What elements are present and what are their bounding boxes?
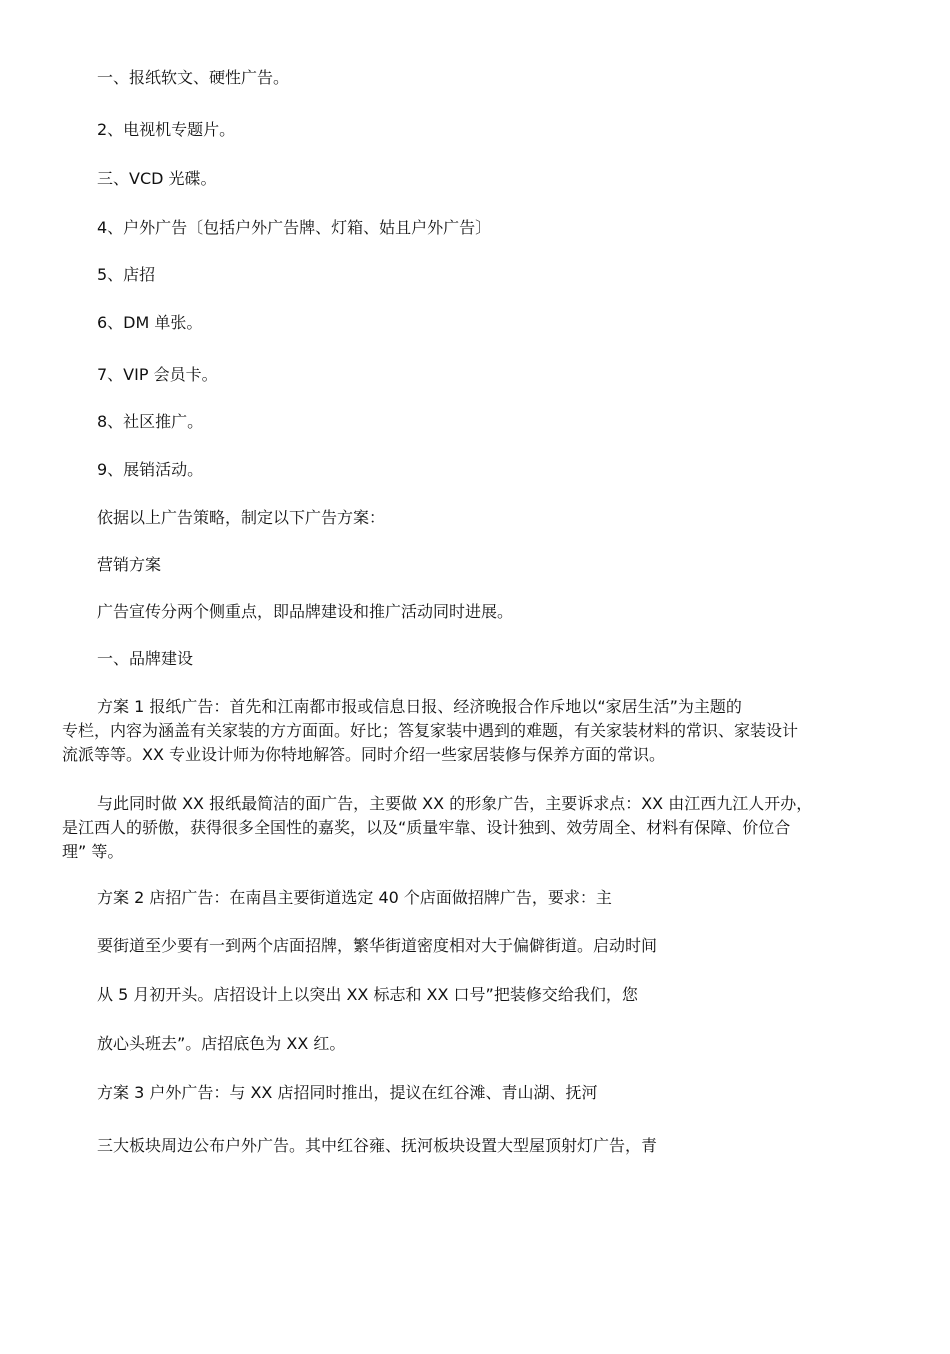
plan1-line-1: 方案 1 报纸广告：首先和江南都市报或信息日报、经济晚报合作斥地以“家居生活”为主题的 [97,697,742,716]
list-item-7: 7、VIP 会员卡。 [97,365,218,384]
list-item-1: 一、报纸软文、硬性广告。 [97,68,290,87]
plan1-line-3: 流派等等。XX 专业设计师为你特地解答。同时介绍一些家居装修与保养方面的常识。 [62,745,666,764]
list-item-8: 8、社区推广。 [97,412,204,431]
paragraph-intro: 依据以上广告策略，制定以下广告方案： [97,508,386,527]
paragraph-ad-line-3: 理” 等。 [62,842,124,861]
plan2-line-3: 从 5 月初开头。店招设计上以突出 XX 标志和 XX 口号”把装修交给我们，您 [97,985,638,1004]
paragraph-ad-line-2: 是江西人的骄傲，获得很多全国性的嘉奖，以及“质量牢靠、设计独到、效劳周全、材料有保障、价位合 [62,818,791,837]
plan2-line-4: 放心头班去”。店招底色为 XX 红。 [97,1034,346,1053]
list-item-2: 2、电视机专题片。 [97,120,236,139]
paragraph-ad-line-1: 与此同时做 XX 报纸最简洁的面广告，主要做 XX 的形象广告，主要诉求点：XX 由江西九江人开办， [97,794,813,813]
section-heading-marketing-plan: 营销方案 [97,555,162,574]
section-heading-brand: 一、品牌建设 [97,649,194,668]
list-item-5: 5、店招 [97,265,156,284]
plan2-line-1: 方案 2 店招广告：在南昌主要街道选定 40 个店面做招牌广告，要求：主 [97,888,612,907]
plan2-line-2: 要街道至少要有一到两个店面招牌，繁华街道密度相对大于偏僻街道。启动时间 [97,936,658,955]
list-item-6: 6、DM 单张。 [97,313,203,332]
list-item-9: 9、展销活动。 [97,460,204,479]
plan3-line-1: 方案 3 户外广告：与 XX 店招同时推出，提议在红谷滩、青山湖、抚河 [97,1083,598,1102]
paragraph-focus: 广告宣传分两个侧重点，即品牌建设和推广活动同时进展。 [97,602,514,621]
list-item-4: 4、户外广告〔包括户外广告牌、灯箱、姑且户外广告〕 [97,218,492,237]
plan1-line-2: 专栏，内容为涵盖有关家装的方方面面。好比；答复家装中遇到的难题，有关家装材料的常识、家装设计 [62,721,799,740]
list-item-3: 三、VCD 光碟。 [97,169,217,188]
plan3-line-2: 三大板块周边公布户外广告。其中红谷雍、抚河板块设置大型屋顶射灯广告，青 [97,1136,658,1155]
